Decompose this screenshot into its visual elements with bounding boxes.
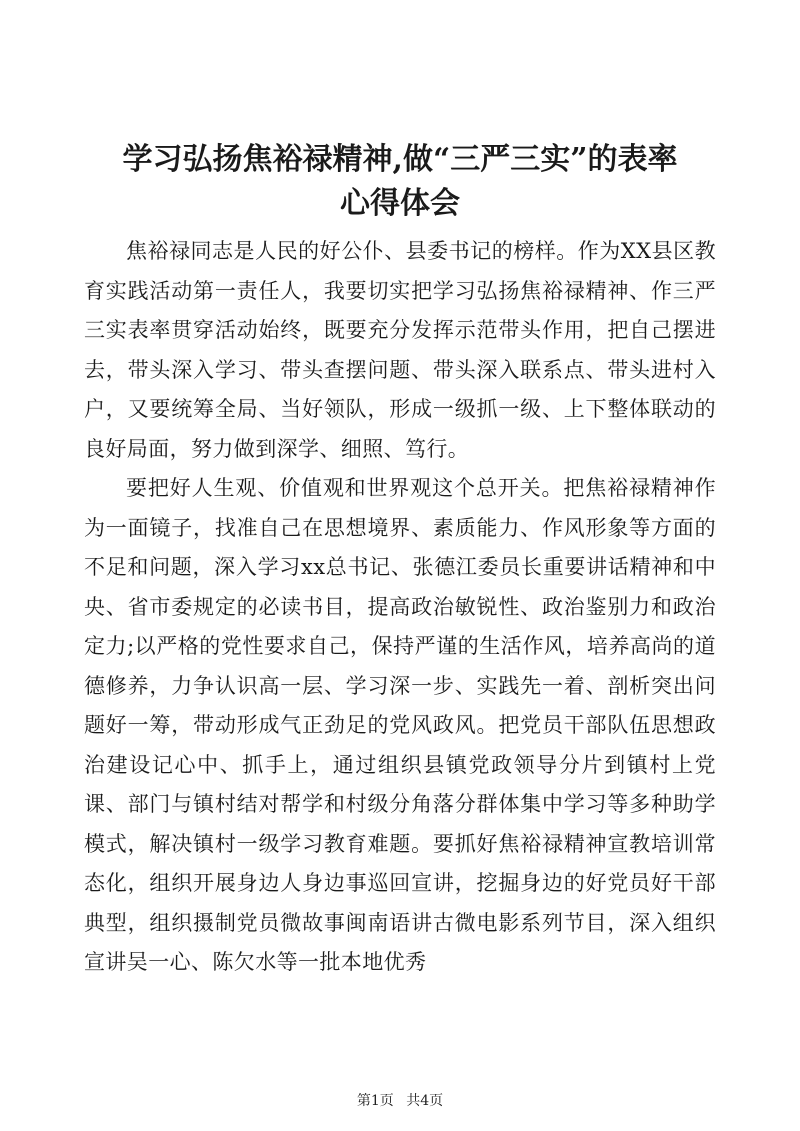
title-line-2: 心得体会 [340,186,460,221]
page-total: 共4页 [406,1093,444,1109]
page-number: 第1页 [356,1093,394,1109]
paragraph-2: 要把好人生观、价值观和世界观这个总开关。把焦裕禄精神作为一面镜子，找准自己在思想境界、素质能力、作风形象等方面的不足和问题，深入学习xx总书记、张德江委员长重要讲话精神和中央、省市委规定的必读书目，提高政治敏锐性、政治鉴别力和政治定力;以严格的党性要求自己，保持严谨的生活作风，培养高尚的道德修养，力争认识高一层、学习深一步、实践先一着、剖析突出问题好一筹，带动形成气正劲足的党风政风。把党员干部队伍思想政治建设记心中、抓手上，通过组织县镇党政领导分片到镇村上党课、部门与镇村结对帮学和村级分角落分群体集中学习等多种助学模式，解决镇村一级学习教育难题。要抓好焦裕禄精神宣教培训常态化，组织开展身边人身边事巡回宣讲，挖掘身边的好党员好干部典型，组织摄制党员微故事闽南语讲古微电影系列节目，深入组织宣讲吴一心、陈欠水等一批本地优秀 [84,476,716,974]
page-footer [0,1090,800,1110]
paragraph-1: 焦裕禄同志是人民的好公仆、县委书记的榜样。作为XX县区教育实践活动第一责任人，我要切实把学习弘扬焦裕禄精神、作三严三实表率贯穿活动始终，既要充分发挥示范带头作用，把自己摆进去，带头深入学习、带头查摆问题、带头深入联系点、带头进村入户，又要统筹全局、当好领队，形成一级抓一级、上下整体联动的良好局面，努力做到深学、细照、笃行。 [84,239,716,461]
document-title [80,138,720,226]
title-line-1: 学习弘扬焦裕禄精神,做“三严三实”的表率 [122,142,678,177]
document-body [84,232,716,983]
